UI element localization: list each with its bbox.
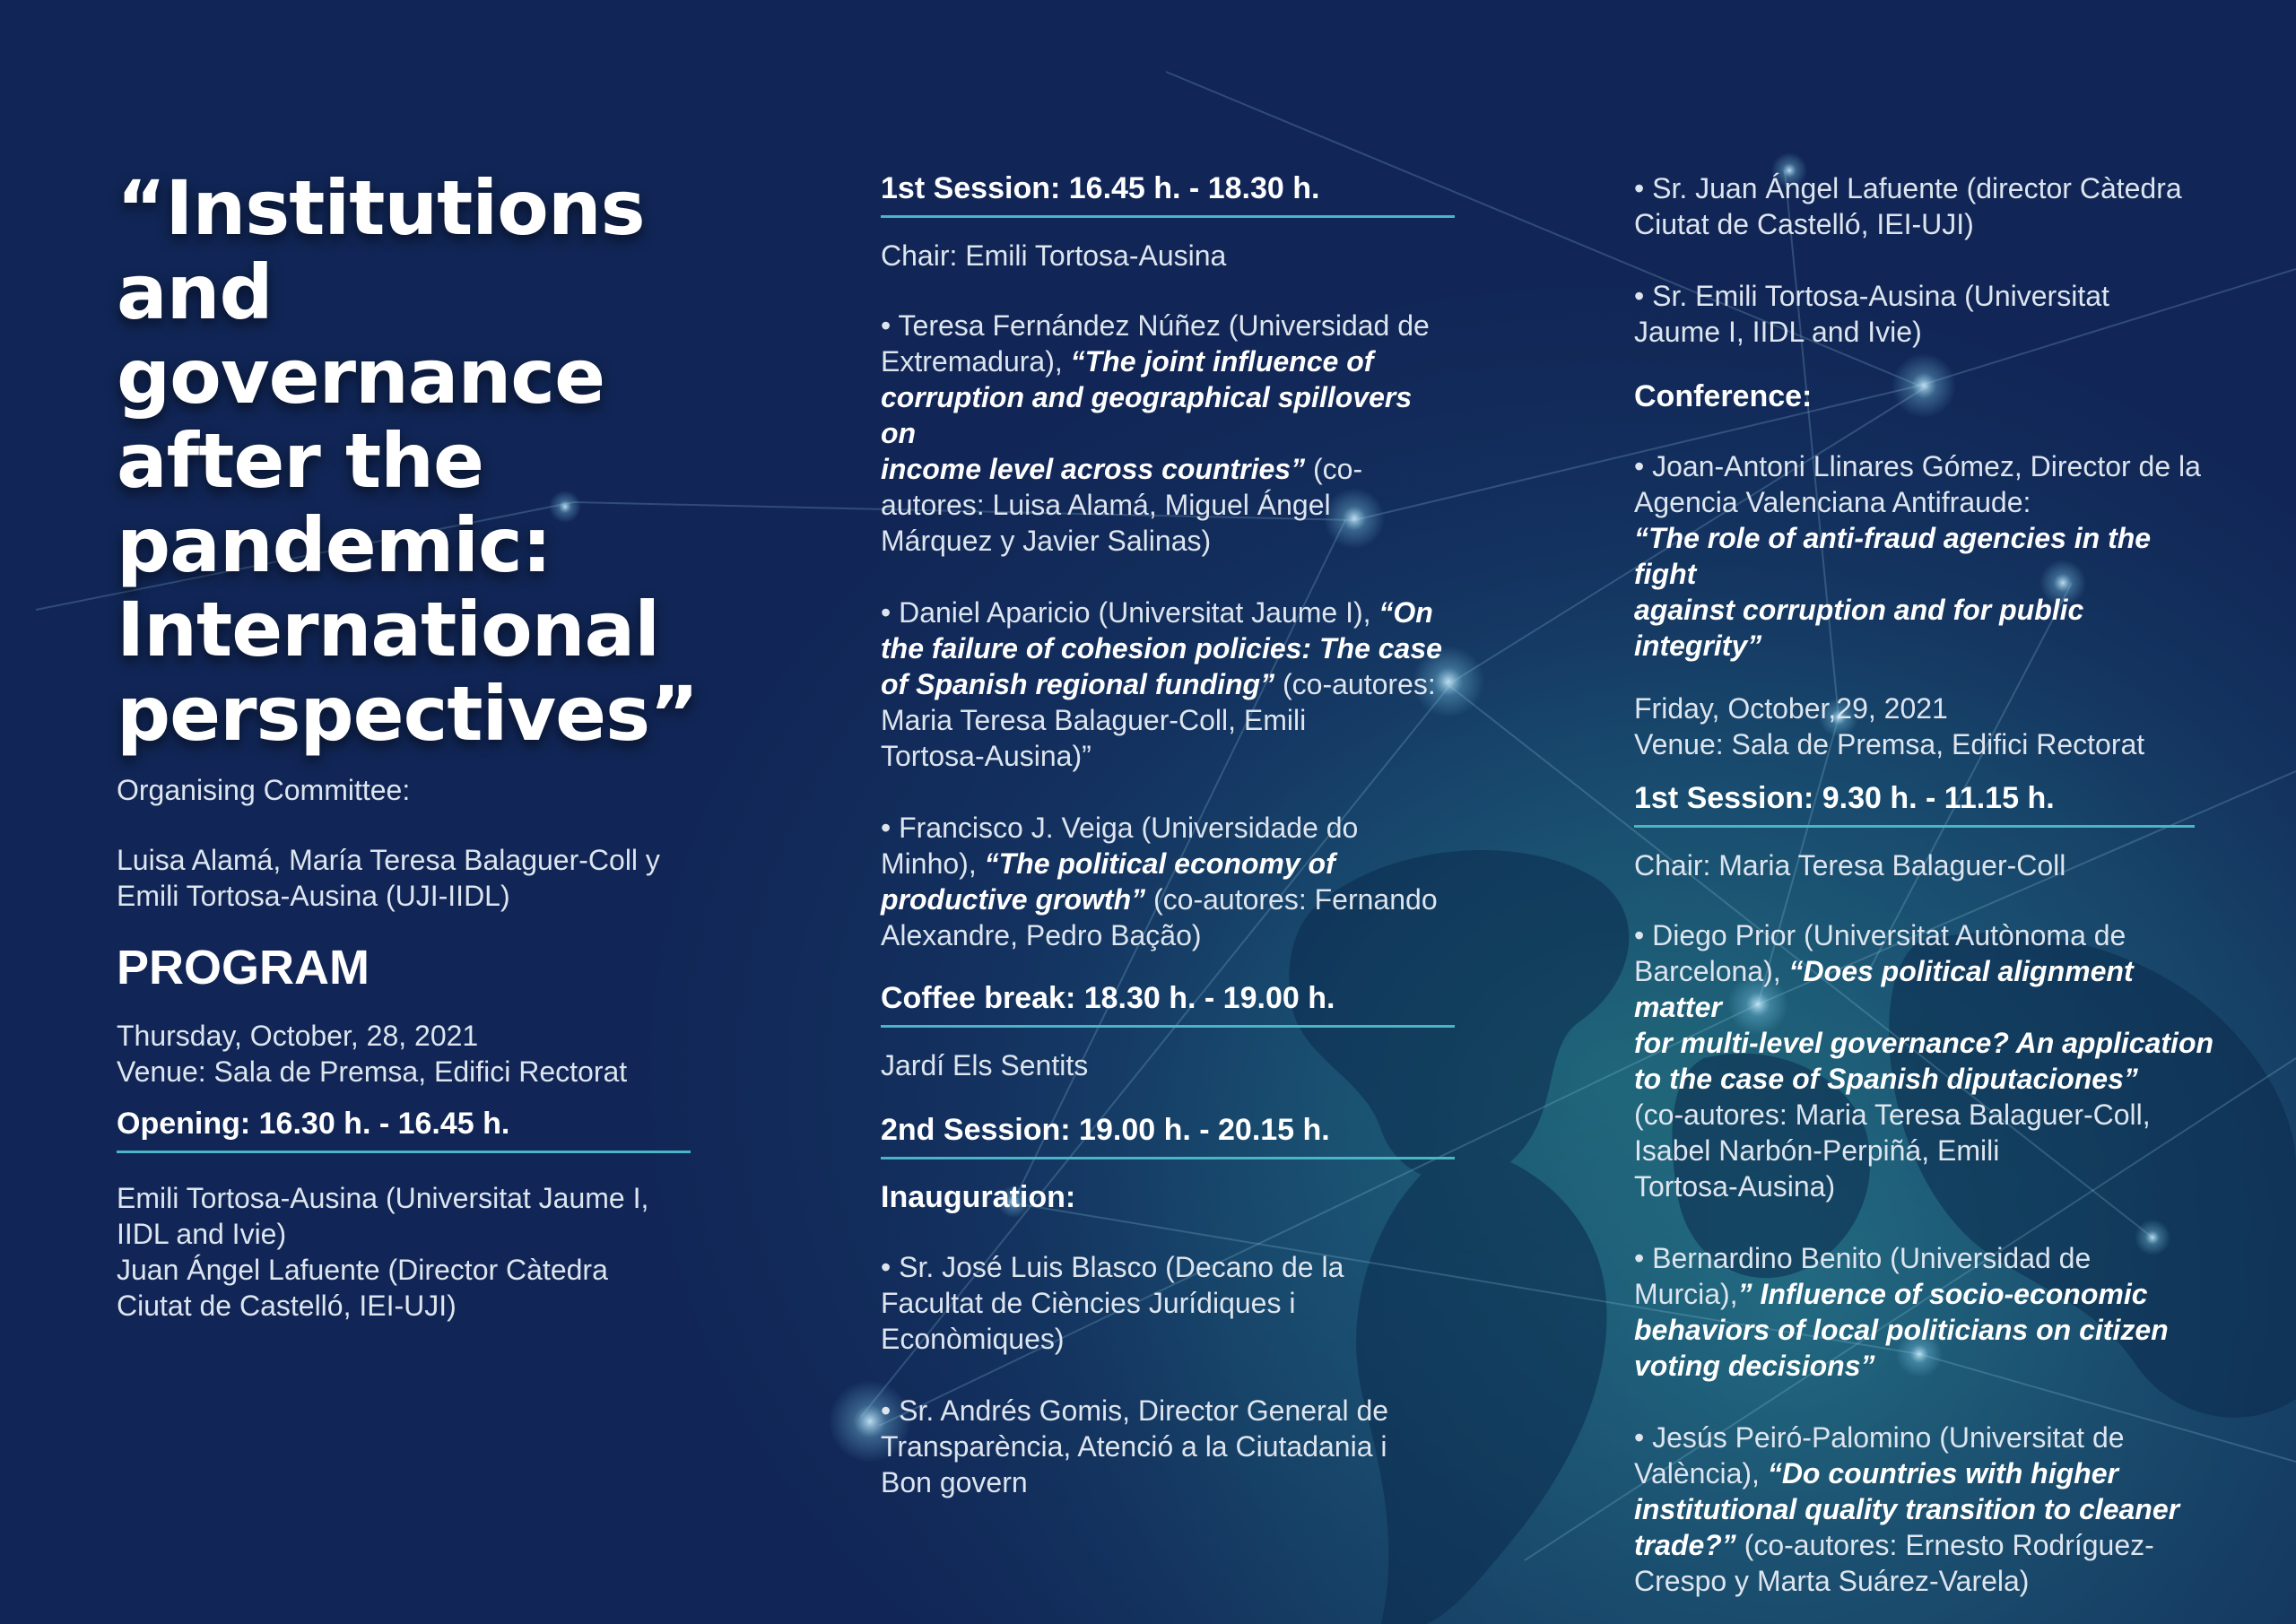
text-run: Barcelona), (1634, 955, 1789, 987)
text-line: Agencia Valenciana Antifraude: (1634, 486, 2031, 518)
talk-title: for multi-level governance? An application (1634, 1027, 2214, 1059)
session3-chair: Chair: Maria Teresa Balaguer-Coll (1634, 849, 2066, 881)
coffee-break-location: Jardí Els Sentits (881, 1049, 1089, 1081)
text-line: Ciutat de Castelló, IEI-UJI) (117, 1290, 457, 1322)
text-line: • Sr. Andrés Gomis, Director General de (881, 1394, 1389, 1427)
text-line: Tortosa-Ausina)” (881, 740, 1091, 772)
talk-title: of Spanish regional funding” (881, 668, 1275, 700)
talk-title: behaviors of local politicians on citizen (1634, 1314, 2169, 1346)
session1-chair: Chair: Emili Tortosa-Ausina (881, 239, 1227, 272)
text-run: Murcia), (1634, 1278, 1738, 1310)
text-line: • Francisco J. Veiga (Universidade do (881, 812, 1359, 844)
text-line: Transparència, Atenció a la Ciutadania i (881, 1430, 1387, 1463)
talk-title: ” Influence of socio-economic (1737, 1278, 2148, 1310)
talk-title: income level across countries” (881, 453, 1306, 485)
title-line: International (117, 586, 660, 673)
text-line: • Sr. Juan Ángel Lafuente (director Càtedra (1634, 172, 2182, 204)
session2-heading: 2nd Session: 19.00 h. - 20.15 h. (881, 1112, 1455, 1159)
day1-venue: Venue: Sala de Premsa, Edifici Rectorat (117, 1055, 628, 1088)
talk-item (1634, 1240, 2217, 1384)
day2-venue: Venue: Sala de Premsa, Edifici Rectorat (1634, 728, 2145, 760)
inauguration-speaker (1634, 170, 2217, 242)
text-line: Crespo y Marta Suárez-Varela) (1634, 1565, 2030, 1597)
talk-title: institutional quality transition to cleaner (1634, 1493, 2180, 1525)
text-line: Emili Tortosa-Ausina (UJI-IIDL) (117, 880, 510, 912)
text-line: • Jesús Peiró-Palomino (Universitat de (1634, 1421, 2125, 1454)
day2-date: Friday, October,29, 2021 (1634, 692, 1948, 725)
session3-heading: 1st Session: 9.30 h. - 11.15 h. (1634, 780, 2195, 828)
inauguration-speaker (881, 1249, 1455, 1357)
text-line (881, 846, 1455, 881)
text-line: Jaume I, IIDL and Ivie) (1634, 316, 1922, 348)
text-run: • Daniel Aparicio (Universitat Jaume I), (881, 596, 1379, 629)
day1-date: Thursday, October, 28, 2021 (117, 1020, 479, 1052)
text-line: • Sr. José Luis Blasco (Decano de la (881, 1251, 1344, 1283)
text-line: • Joan-Antoni Llinares Gómez, Director de la (1634, 450, 2201, 482)
organising-committee-label: Organising Committee: (117, 774, 411, 806)
talk-title: “Does political alignment matter (1634, 955, 2134, 1023)
talk-item (1634, 1420, 2217, 1599)
text-line: autores: Luisa Alamá, Miguel Ángel (881, 489, 1331, 521)
text-line (881, 881, 1455, 917)
inauguration-speaker (1634, 278, 2217, 350)
text-line: Juan Ángel Lafuente (Director Càtedra (117, 1254, 608, 1286)
text-line: Ciutat de Castelló, IEI-UJI) (1634, 208, 1974, 240)
text-line: • Sr. Emili Tortosa-Ausina (Universitat (1634, 280, 2109, 312)
talk-title: “The role of anti-fraud agencies in the fight (1634, 522, 2152, 590)
text-line (881, 666, 1455, 702)
talk-title: corruption and geographical spillovers on (881, 381, 1413, 449)
text-line: Alexandre, Pedro Bação) (881, 919, 1202, 951)
opening-speakers (117, 1180, 691, 1324)
text-line (881, 595, 1455, 630)
text-run: València), (1634, 1457, 1768, 1489)
talk-item (881, 810, 1455, 953)
event-title (117, 164, 699, 758)
title-line: governance (117, 333, 605, 421)
talk-title: “On (1378, 596, 1433, 629)
talk-title: “The joint influence of (1070, 345, 1374, 378)
talk-item (881, 308, 1455, 559)
text-line: • Bernardino Benito (Universidad de (1634, 1242, 2092, 1274)
text-line: • Teresa Fernández Núñez (Universidad de (881, 309, 1430, 342)
program-heading: PROGRAM (117, 941, 370, 994)
text-line: IIDL and Ivie) (117, 1218, 287, 1250)
text-line (881, 343, 1455, 379)
inauguration-heading: Inauguration: (881, 1180, 1076, 1214)
middle-column (881, 170, 1455, 1500)
text-line: • Diego Prior (Universitat Autònoma de (1634, 919, 2126, 951)
text-run: (co-autores: Ernesto Rodríguez- (1735, 1529, 2154, 1561)
talk-title: productive growth” (881, 883, 1146, 916)
text-line: Márquez y Javier Salinas) (881, 525, 1212, 557)
text-line: Maria Teresa Balaguer-Coll, Emili (881, 704, 1307, 736)
text-line: Econòmiques) (881, 1323, 1065, 1355)
text-line: Emili Tortosa-Ausina (Universitat Jaume I, (117, 1182, 649, 1214)
talk-item (1634, 917, 2217, 1204)
text-line (1634, 953, 2217, 1025)
session1-heading: 1st Session: 16.45 h. - 18.30 h. (881, 170, 1455, 218)
left-column (117, 164, 699, 1324)
opening-session-heading: Opening: 16.30 h. - 16.45 h. (117, 1106, 691, 1153)
title-line: “Institutions (117, 164, 645, 252)
talk-title: “The political economy of (984, 847, 1335, 880)
title-line: pandemic: (117, 501, 552, 589)
talk-title: the failure of cohesion policies: The case (881, 632, 1442, 664)
talk-item (881, 595, 1455, 774)
text-line: Tortosa-Ausina) (1634, 1170, 1836, 1203)
coffee-break-heading: Coffee break: 18.30 h. - 19.00 h. (881, 980, 1455, 1028)
talk-title: “Do countries with higher (1767, 1457, 2118, 1489)
text-line: Bon govern (881, 1466, 1028, 1498)
text-line (881, 451, 1455, 487)
text-run: (co-autores: (1274, 668, 1436, 700)
text-line: (co-autores: Maria Teresa Balaguer-Coll, (1634, 1099, 2151, 1131)
text-line (1634, 1276, 2217, 1312)
organising-committee-names (117, 842, 691, 914)
text-line: Facultat de Ciències Jurídiques i (881, 1287, 1296, 1319)
talk-title: voting decisions” (1634, 1350, 1875, 1382)
text-line: Isabel Narbón-Perpiñá, Emili (1634, 1134, 2000, 1167)
inauguration-speaker (881, 1393, 1455, 1500)
conference-speaker (1634, 448, 2217, 664)
text-run: Minho), (881, 847, 985, 880)
text-run: (co- (1305, 453, 1363, 485)
text-line (1634, 1455, 2217, 1491)
talk-title: trade?” (1634, 1529, 1736, 1561)
text-run: Extremadura), (881, 345, 1071, 378)
talk-title: against corruption and for public integrity” (1634, 594, 2084, 662)
title-line: after the (117, 417, 483, 505)
talk-title: to the case of Spanish diputaciones” (1634, 1063, 2138, 1095)
text-line: Luisa Alamá, María Teresa Balaguer-Coll y (117, 844, 660, 876)
title-line: perspectives” (117, 670, 699, 758)
text-line (1634, 1527, 2217, 1563)
right-column (1634, 170, 2217, 1599)
title-line: and (117, 248, 273, 336)
conference-heading: Conference: (1634, 379, 1813, 413)
text-run: (co-autores: Fernando (1145, 883, 1438, 916)
